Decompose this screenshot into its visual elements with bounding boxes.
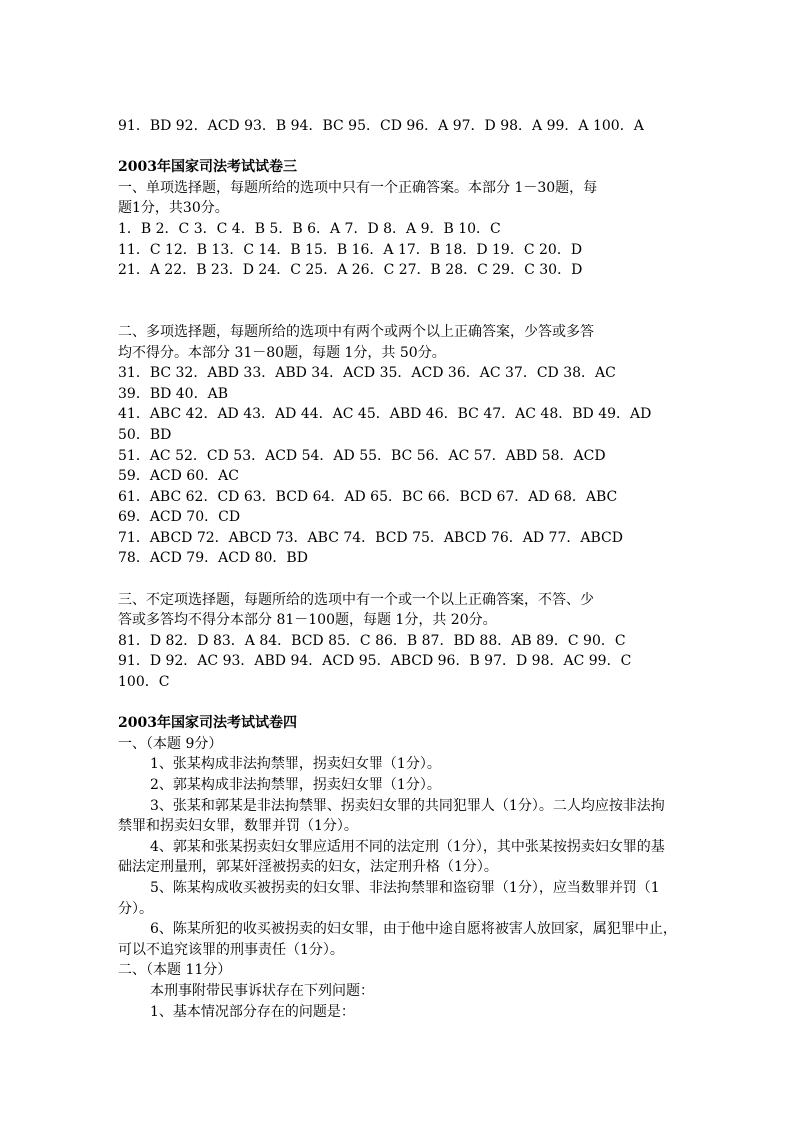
sec3-heading: 三、不定项选择题，每题所给的选项中有一个或一个以上正确答案，不答、少 [118,591,594,608]
answer-line: 78．ACD 79．ACD 80．BD [118,550,308,567]
document-page [118,116,678,1022]
q1-item: 1、张某构成非法拘禁罪，拐卖妇女罪（1分）。 [150,756,441,773]
answer-line: 69．ACD 70．CD [118,509,241,526]
q2-intro: 本刑事附带民事诉状存在下列问题： [150,982,374,999]
sec1-heading-cont: 题1分，共30分。 [118,200,229,217]
q1-heading: 一、（本题 9分） [118,735,223,752]
answer-line: 81．D 82．D 83．A 84．BCD 85．C 86．B 87．BD 88．AB 89．C 90．C [118,632,626,649]
answer-line: 100．C [118,674,170,691]
answer-line: 50．BD [118,426,172,443]
sec3-heading-cont: 答或多答均不得分本部分 81－100题，每题 1分，共 20分。 [118,612,497,629]
answer-line: 71．ABCD 72．ABCD 73．ABC 74．BCD 75．ABCD 76．AD 77．ABCD [118,529,623,546]
q1-item: 2、郭某构成非法拘禁罪，拐卖妇女罪（1分）。 [150,777,441,793]
q2-heading: 二、（本题 11分） [118,962,232,979]
answer-line: 61．ABC 62．CD 63．BCD 64．AD 65．BC 66．BCD 67．AD 68．ABC [118,488,618,505]
answer-line: 11．C 12．B 13．C 14．B 15．B 16．A 17．B 18．D 19．C 20．D [118,241,583,258]
answer-line: 1．B 2．C 3．C 4．B 5．B 6．A 7．D 8．A 9．B 10．C [118,220,501,237]
prev-answers-line: 91．BD 92．ACD 93．B 94．BC 95．CD 96．A 97．D 98．A 99．A 100．A [118,118,644,134]
answer-line: 51．AC 52．CD 53．ACD 54．AD 55．BC 56．AC 57．ABD 58．ACD [118,447,606,464]
answer-line: 31．BC 32．ABD 33．ABD 34．ACD 35．ACD 36．AC 37．CD 38．AC [118,365,616,382]
sec2-heading: 二、多项选择题，每题所给的选项中有两个或两个以上正确答案，少答或多答 [118,323,594,340]
q1-item: 4、郭某和张某拐卖妇女罪应适用不同的法定刑（1分），其中张某按拐卖妇女罪的基础法定刑量刑，郭某奸淫被拐卖的妇女，法定刑升格（1分）。 [118,838,665,876]
sec1-heading: 一、单项选择题，每题所给的选项中只有一个正确答案。本部分 1－30题，每 [118,179,598,196]
sec2-heading-cont: 均不得分。本部分 31－80题，每题 1分，共 50分。 [118,344,446,361]
answer-line: 41．ABC 42．AD 43．AD 44．AC 45．ABD 46．BC 47．AC 48．BD 49．AD [118,406,652,423]
q1-item: 6、陈某所犯的收买被拐卖的妇女罪，由于他中途自愿将被害人放回家，属犯罪中止，可以不追究该罪的刑事责任（1分）。 [118,921,677,958]
answer-line: 59．ACD 60．AC [118,468,239,485]
q1-item: 5、陈某构成收买被拐卖的妇女罪、非法拘禁罪和盗窃罪（1分），应当数罪并罚（1分）。 [118,879,660,917]
exam3-title: 2003年国家司法考试试卷三 [118,159,297,176]
answer-line: 21．A 22．B 23．D 24．C 25．A 26．C 27．B 28．C 29．C 30．D [118,262,583,279]
answer-line: 91．D 92．AC 93．ABD 94．ACD 95．ABCD 96．B 97．D 98．AC 99．C [118,653,632,670]
q2-item: 1、基本情况部分存在的问题是： [150,1003,355,1020]
exam4-title: 2003年国家司法考试试卷四 [118,715,297,732]
q1-item: 3、张某和郭某是非法拘禁罪、拐卖妇女罪的共同犯罪人（1分）。二人均应按非法拘禁罪和拐卖妇女罪，数罪并罚（1分）。 [118,797,665,835]
answer-line: 39．BD 40．AB [118,385,228,402]
